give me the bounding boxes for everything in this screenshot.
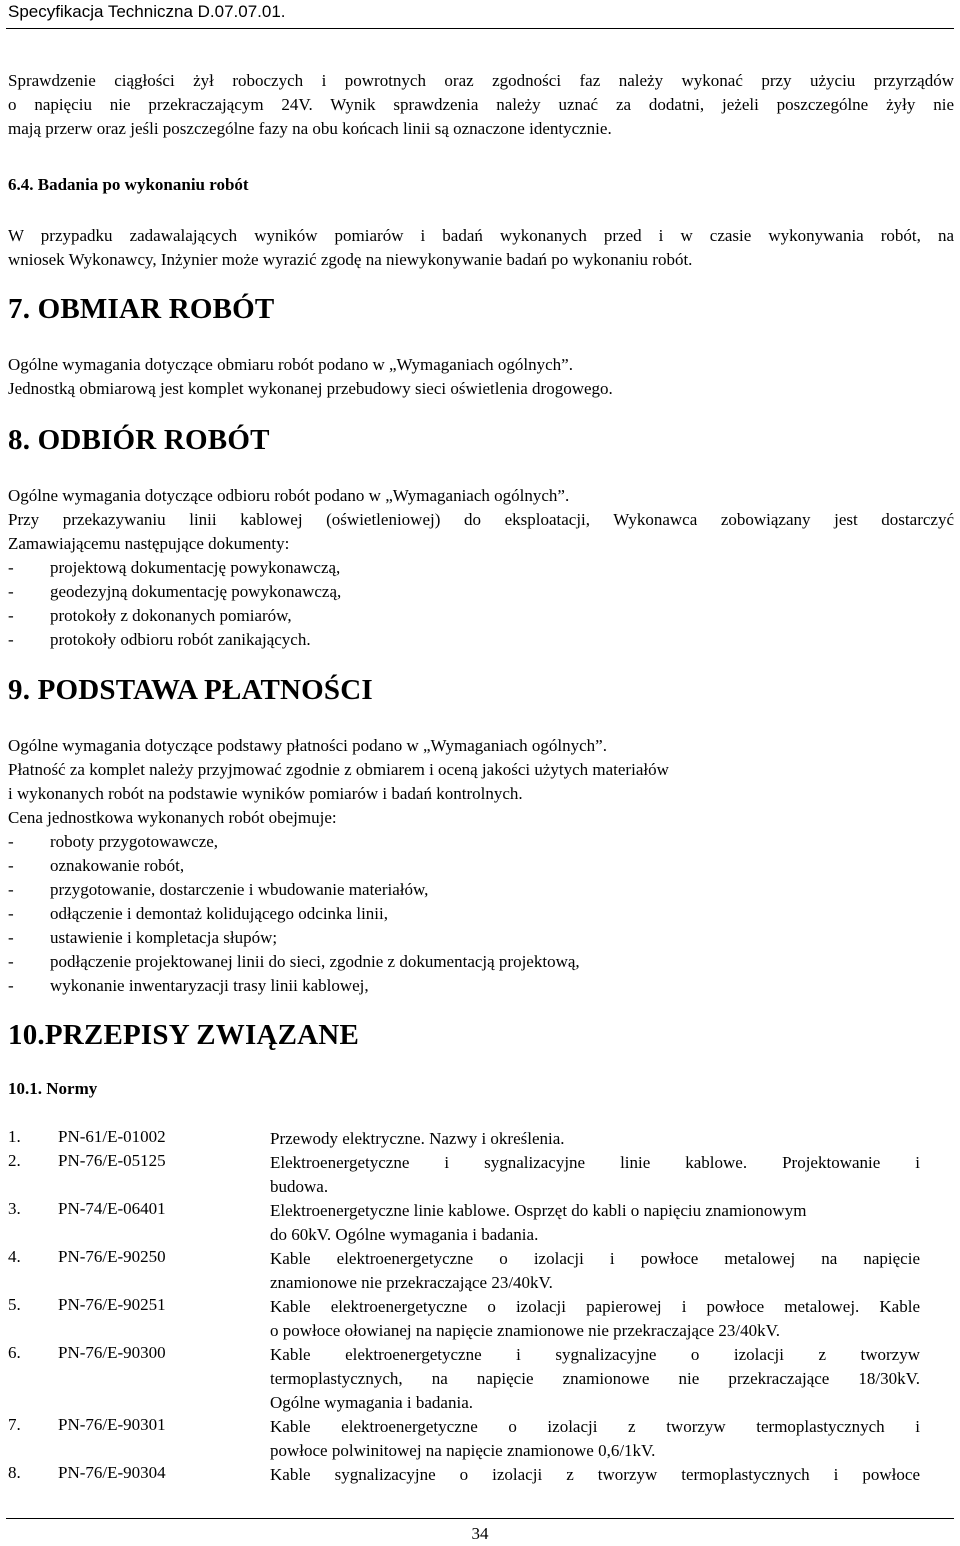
- norm-number: 8.: [8, 1463, 21, 1482]
- norm-description: Przewody elektryczne. Nazwy i określenia.: [270, 1129, 565, 1148]
- norm-description: Kable elektroenergetyczne o izolacji papierowej i powłoce metalowej. Kable o powłoce ołowianej na napięcie znamionowe nie przekraczające 23/40kV.: [270, 1297, 920, 1340]
- norm-description: Kable elektroenergetyczne o izolacji i powłoce metalowej na napięcie znamionowe nie przekraczające 23/40kV.: [270, 1249, 920, 1292]
- section-9-heading: 9. PODSTAWA PŁATNOŚCI: [8, 674, 373, 706]
- section-8-line-3: Zamawiającemu następujące dokumenty:: [8, 534, 290, 553]
- norm-description: Elektroenergetyczne i sygnalizacyjne linie kablowe. Projektowanie i budowa.: [270, 1153, 920, 1196]
- footer-divider: [6, 1518, 954, 1519]
- document-page: Specyfikacja Techniczna D.07.07.01. Sprawdzenie ciągłości żył roboczych i powrotnych oraz zgodności faz należy wykonać przy użyciu przyrządów o napięciu nie przekraczającym 24V. Wynik sprawdzenia należy uznać za dodatni, jeżeli poszczególne żyły nie mają przerw oraz jeśli poszczególne fazy na obu końcach linii są oznaczone identycznie. 6.4. Badania po wykonaniu robót W przypadku zadawalających wyników pomiarów i badań wykonanych przed i w czasie wykonywania robót, na wniosek Wykonawcy, Inżynier może wyrazić zgodę na niewykonywanie badań po wykonaniu robót. 7. OBMIAR ROBÓT Ogólne wymagania dotyczące obmiaru robót podano w „Wymaganiach ogólnych”. Jednostką obmiarową jest komplet wykonanej przebudowy sieci oświetlenia drogowego. 8. ODBIÓR ROBÓT Ogólne wymagania dotyczące odbioru robót podano w „Wymaganiach ogólnych”. Przy przekazywaniu linii kablowej (oświetleniowej) do eksploatacji, Wykonawca zobowiązany jest dostarczyć Zamawiającemu następujące dokumenty: - projektową dokumentację powykonawczą, - geodezyjną dokumentację powykonawczą, - protokoły z dokonanych pomiarów, - protokoły odbioru robót zanikających. 9. PODSTAWA PŁATNOŚCI Ogólne wymagania dotyczące podstawy płatności podano w „Wymaganiach ogólnych”. Płatność za komplet należy przyjmować zgodnie z obmiarem i oceną jakości użytych materiałów i wykonanych robót na podstawie wyników pomiarów i badań kontrolnych. Cena jednostkowa wykonanych robót obejmuje: - roboty przygotowawcze, - oznakowanie robót, - przygotowanie, dostarczenie i wbudowanie materiałów, - odłączenie i demontaż kolidującego odcinka linii, - ustawienie i kompletacja słupów; - podłączenie projektowanej linii do sieci, zgodnie z dokumentacją projektową, - wykonanie inwentaryzacji trasy linii kablowej, 10.PRZEPISY ZWIĄZANE 10.1. Normy 1. PN-61/E-01002 Przewody elektryczne. Nazwy i określenia. 2. PN-76/E-05125 Elektroenergetyczne i sygnalizacyjne linie kablowe. Projektowanie i budowa. 3. PN-74/E-06401 Elektroenergetyczne linie kablowe. Osprzęt do kabli o napięciu znamionowym do 60kV. Ogólne wymagania i badania. 4. PN-76/E-90250 Kable elektroenergetyczne o izolacji i powłoce metalowej na napięcie znamionowe nie przekraczające 23/40kV. 5. PN-76/E-90251 Kable elektroenergetyczne o izolacji papierowej i powłoce metalowej. Kable o powłoce ołowianej na napięcie znamionowe nie przekraczające 23/40kV. 6. PN-76/E-90300 Kable elektroenergetyczne i sygnalizacyjne o izolacji z tworzyw termoplastycznych, na napięcie znamionowe nie przekraczające 18/30kV. Ogólne wymagania i badania. 7. PN-76/E-90301 Kable elektroenergetyczne o izolacji z tworzyw termoplastycznych i powłoce polwinitowej na napięcie znamionowe 0,6/1kV. 8. PN-76/E-90304 Kable sygnalizacyjne o izolacji z tworzyw termoplastycznych i powłoce 34: [0, 0, 960, 1546]
- intro-line-2: o napięciu nie przekraczającym 24V. Wynik sprawdzenia należy uznać za dodatni, jeżeli poszczególne żyły nie: [8, 95, 954, 114]
- norm-number: 5.: [8, 1295, 21, 1314]
- section-7-line-1: Ogólne wymagania dotyczące obmiaru robót podano w „Wymaganiach ogólnych”.: [8, 355, 573, 374]
- section-9-line-3: i wykonanych robót na podstawie wyników pomiarów i badań kontrolnych.: [8, 784, 523, 803]
- norm-description: Elektroenergetyczne linie kablowe. Osprzęt do kabli o napięciu znamionowym do 60kV. Ogólne wymagania i badania.: [270, 1201, 807, 1244]
- norm-code: PN-76/E-90251: [58, 1295, 166, 1314]
- section-7-line-2: Jednostką obmiarową jest komplet wykonanej przebudowy sieci oświetlenia drogowego.: [8, 379, 613, 398]
- norm-number: 2.: [8, 1151, 21, 1170]
- section-10-heading: 10.PRZEPISY ZWIĄZANE: [8, 1019, 359, 1051]
- section-9-line-1: Ogólne wymagania dotyczące podstawy płatności podano w „Wymaganiach ogólnych”.: [8, 736, 607, 755]
- norm-description: Kable sygnalizacyjne o izolacji z tworzyw termoplastycznych i powłoce: [270, 1465, 920, 1484]
- page-header-title: Specyfikacja Techniczna D.07.07.01.: [8, 2, 286, 21]
- norm-number: 1.: [8, 1127, 21, 1146]
- norm-number: 7.: [8, 1415, 21, 1434]
- norm-number: 3.: [8, 1199, 21, 1218]
- norm-code: PN-76/E-90300: [58, 1343, 166, 1362]
- norm-description: Kable elektroenergetyczne i sygnalizacyjne o izolacji z tworzyw termoplastycznych, na napięcie znamionowe nie przekraczające 18/30kV. Ogólne wymagania i badania.: [270, 1345, 920, 1412]
- section-8-heading: 8. ODBIÓR ROBÓT: [8, 424, 270, 456]
- section-6-4-line-2: wniosek Wykonawcy, Inżynier może wyrazić zgodę na niewykonywanie badań po wykonaniu robót.: [8, 250, 693, 269]
- intro-line-3: mają przerw oraz jeśli poszczególne fazy na obu końcach linii są oznaczone identycznie.: [8, 119, 612, 138]
- norm-code: PN-76/E-90301: [58, 1415, 166, 1434]
- section-6-4-line-1: W przypadku zadawalających wyników pomiarów i badań wykonanych przed i w czasie wykonywania robót, na: [8, 226, 954, 245]
- norm-code: PN-61/E-01002: [58, 1127, 166, 1146]
- page-number: 34: [471, 1524, 489, 1543]
- section-8-line-1: Ogólne wymagania dotyczące odbioru robót podano w „Wymaganiach ogólnych”.: [8, 486, 570, 505]
- section-6-4-heading: 6.4. Badania po wykonaniu robót: [8, 175, 249, 194]
- norm-code: PN-76/E-05125: [58, 1151, 166, 1170]
- intro-line-1: Sprawdzenie ciągłości żył roboczych i powrotnych oraz zgodności faz należy wykonać przy użyciu przyrządów: [8, 71, 954, 90]
- section-8-line-2: Przy przekazywaniu linii kablowej (oświetleniowej) do eksploatacji, Wykonawca zobowiązany jest dostarczyć: [8, 510, 954, 529]
- section-10-1-heading: 10.1. Normy: [8, 1079, 98, 1098]
- norm-number: 6.: [8, 1343, 21, 1362]
- section-9-line-4: Cena jednostkowa wykonanych robót obejmuje:: [8, 808, 337, 827]
- section-9-line-2: Płatność za komplet należy przyjmować zgodnie z obmiarem i oceną jakości użytych materiałów: [8, 760, 669, 779]
- section-7-heading: 7. OBMIAR ROBÓT: [8, 293, 275, 325]
- norm-code: PN-76/E-90304: [58, 1463, 166, 1482]
- norm-code: PN-76/E-90250: [58, 1247, 166, 1266]
- header-divider: [6, 28, 954, 29]
- norm-code: PN-74/E-06401: [58, 1199, 166, 1218]
- norm-description: Kable elektroenergetyczne o izolacji z tworzyw termoplastycznych i powłoce polwinitowej na napięcie znamionowe 0,6/1kV.: [270, 1417, 920, 1460]
- norm-number: 4.: [8, 1247, 21, 1266]
